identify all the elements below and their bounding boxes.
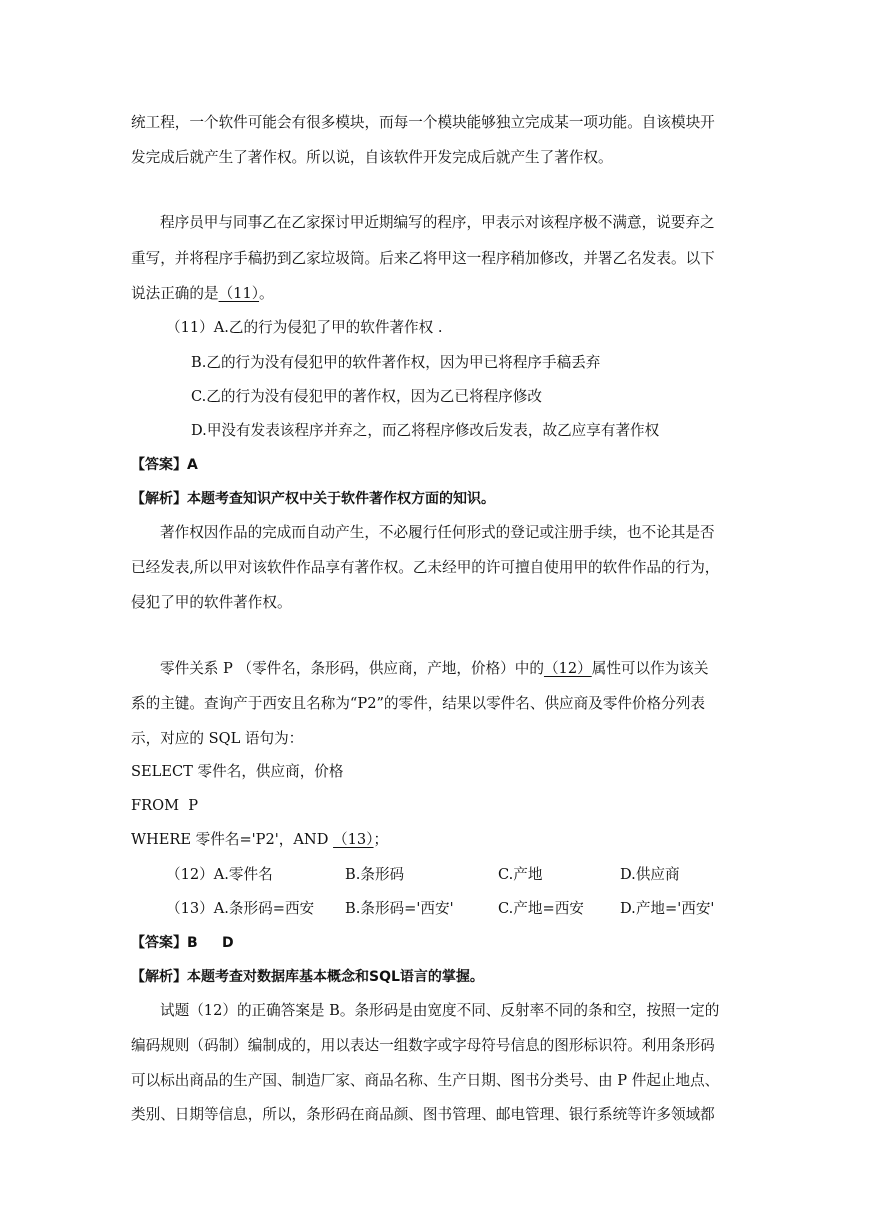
text: ； — [373, 831, 389, 848]
paragraph-line: 发完成后就产生了著作权。所以说，自该软件开发完成后就产生了著作权。 — [131, 149, 613, 166]
option-12-d: D.供应商 — [620, 866, 680, 883]
explanation-line: 编码规则（码制）编制成的，用以表达一组数字或字母符号信息的图形标识符。利用条形码 — [131, 1037, 715, 1054]
text: 属性可以作为该关 — [591, 660, 709, 677]
option-12-c: C.产地 — [498, 866, 543, 883]
option-d: D.甲没有发表该程序并弃之，而乙将程序修改后发表，故乙应享有著作权 — [191, 422, 660, 439]
question-11-line: 程序员甲与同事乙在乙家探讨甲近期编写的程序，甲表示对该程序极不满意，说要弃之 — [160, 214, 715, 231]
explanation-line: 著作权因作品的完成而自动产生，不必履行任何形式的登记或注册手续，也不论其是否 — [160, 524, 715, 541]
option-13-b: B.条形码='西安' — [345, 900, 454, 917]
blank-11: （11） — [218, 285, 260, 302]
sql-line: SELECT 零件名，供应商，价格 — [131, 763, 344, 780]
option-c: C.乙的行为没有侵犯甲的著作权，因为乙已将程序修改 — [191, 388, 542, 405]
answer-label: 【答案】A — [131, 457, 198, 473]
question-12-line: 示，对应的 SQL 语句为： — [131, 730, 304, 747]
sql-line — [131, 830, 388, 850]
option-12-b: B.条形码 — [345, 866, 405, 883]
question-11-line: 重写，并将程序手稿扔到乙家垃圾筒。后来乙将甲这一程序稍加修改，并署乙名发表。以下 — [131, 250, 715, 267]
question-11-line — [131, 284, 274, 304]
option-12-a: （12）A.零件名 — [166, 866, 273, 883]
option-13-c: C.产地=西安 — [498, 900, 584, 917]
text: 。 — [259, 285, 274, 302]
paragraph-line: 统工程，一个软件可能会有很多模块，而每一个模块能够独立完成某一项功能。自该模块开 — [131, 114, 715, 131]
text: 说法正确的是 — [131, 285, 219, 302]
explanation-line: 可以标出商品的生产国、制造厂家、商品名称、生产日期、图书分类号、由 P 件起止地点、 — [131, 1072, 720, 1089]
option-a: （11）A.乙的行为侵犯了甲的软件著作权 . — [166, 319, 443, 336]
text: 零件关系 P （零件名，条形码，供应商，产地，价格）中的 — [160, 660, 544, 677]
answer-label: 【答案】B D — [131, 935, 234, 951]
blank-13: （13） — [333, 831, 374, 848]
option-b: B.乙的行为没有侵犯甲的软件著作权，因为甲已将程序手稿丢弃 — [191, 354, 601, 371]
text: WHERE 零件名='P2'，AND — [131, 831, 334, 848]
explanation-line: 类别、日期等信息，所以，条形码在商品颜、图书管理、邮电管理、银行系统等许多领域都 — [131, 1106, 715, 1123]
explanation-line: 已经发表,所以甲对该软件作品享有著作权。乙未经甲的许可擅自使用甲的软件作品的行为， — [131, 559, 720, 576]
option-13-d: D.产地='西安' — [620, 900, 715, 917]
option-13-a: （13）A.条形码=西安 — [166, 900, 315, 917]
sql-line: FROM P — [131, 797, 199, 814]
explanation-line: 试题（12）的正确答案是 B。条形码是由宽度不同、反射率不同的条和空，按照一定的 — [160, 1002, 720, 1019]
blank-12: （12） — [543, 660, 592, 677]
question-12-line: 系的主键。查询产于西安且名称为“P2”的零件，结果以零件名、供应商及零件价格分列表 — [131, 695, 705, 712]
explanation-line: 侵犯了甲的软件著作权。 — [131, 594, 292, 611]
question-12-line — [160, 659, 708, 679]
analysis-title: 【解析】本题考查对数据库基本概念和SQL语言的掌握。 — [131, 969, 484, 985]
analysis-title: 【解析】本题考查知识产权中关于软件著作权方面的知识。 — [131, 491, 495, 507]
